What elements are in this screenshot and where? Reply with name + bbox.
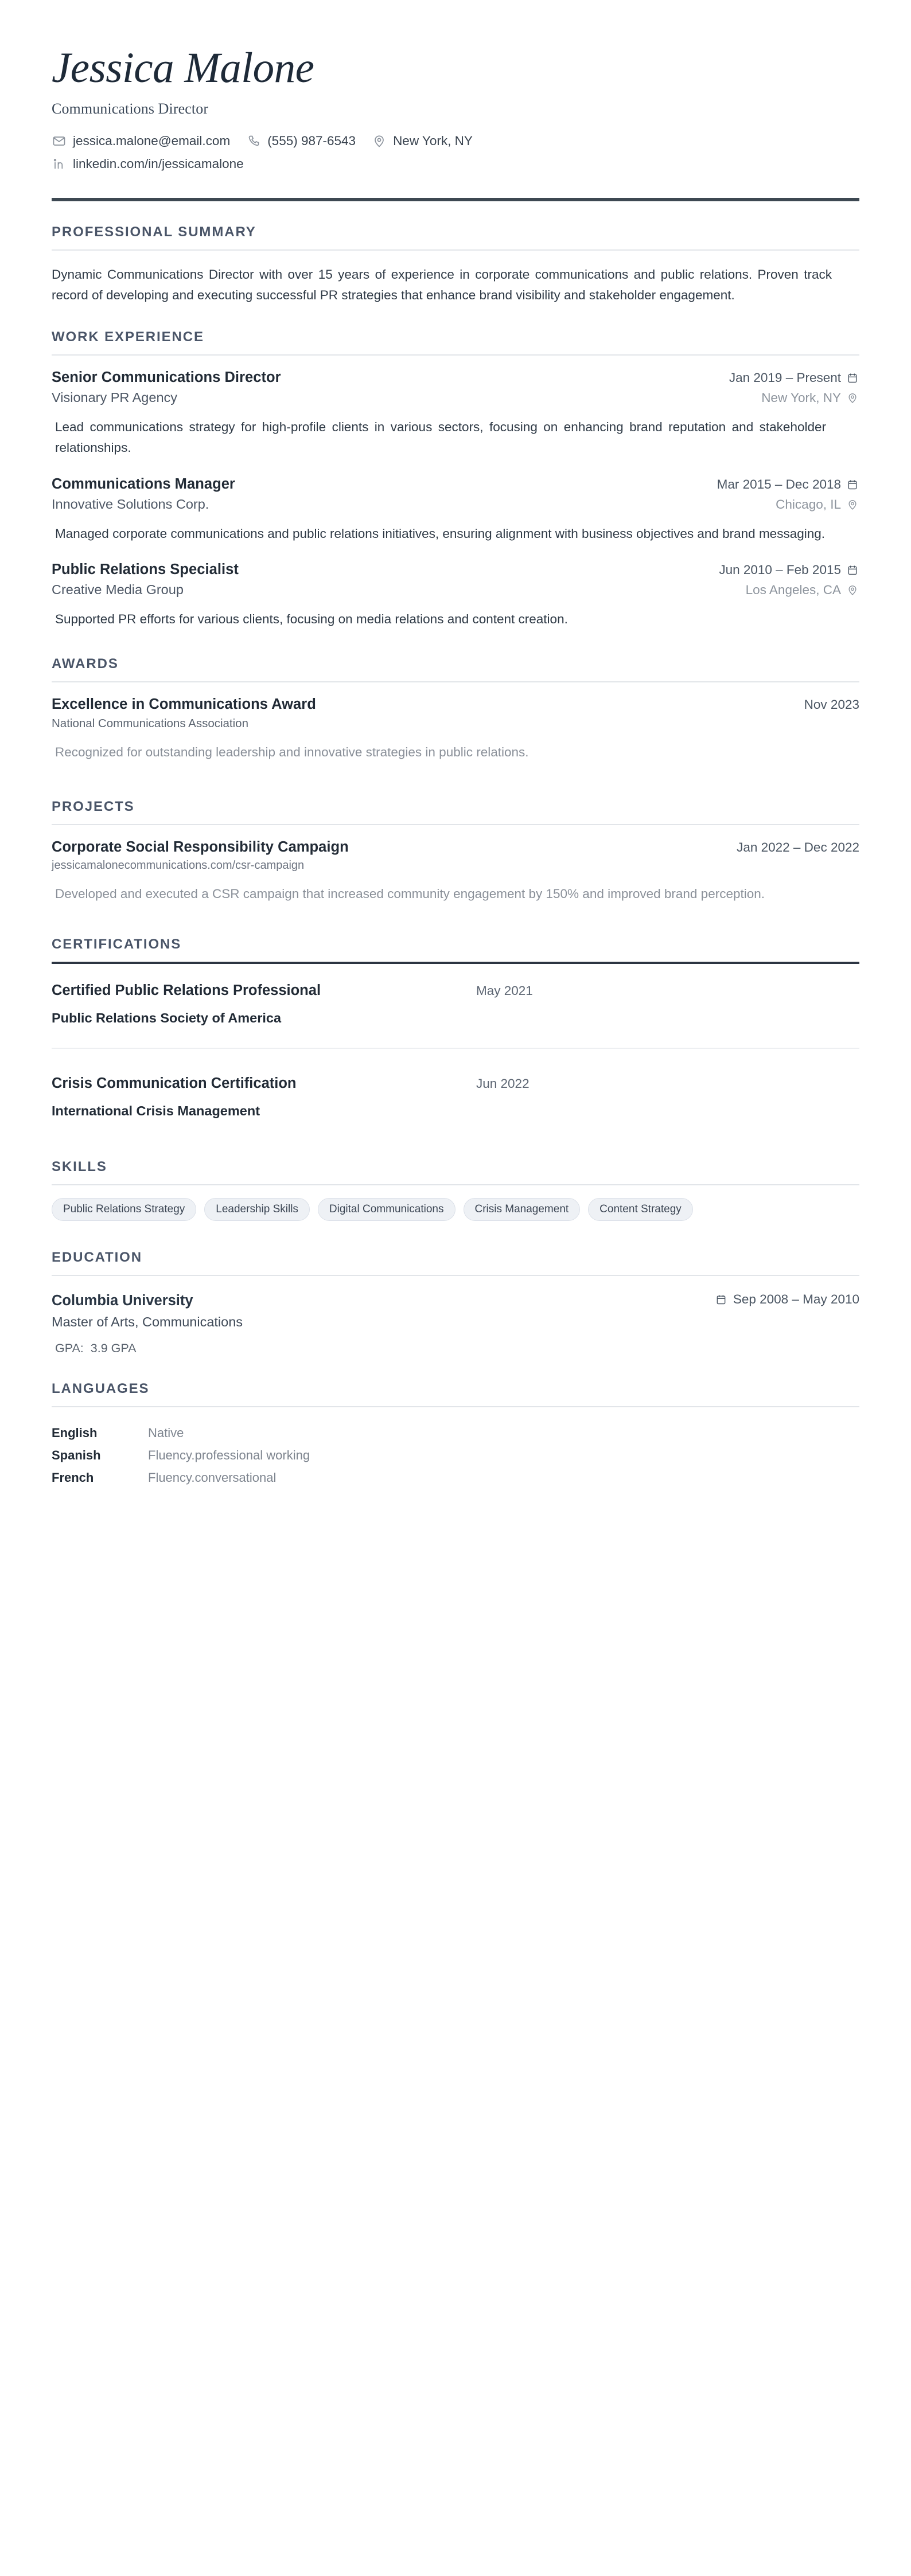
- language-level: Fluency.conversational: [148, 1470, 277, 1485]
- contact-email[interactable]: [52, 134, 230, 149]
- section-projects: [52, 799, 859, 904]
- contact-row-primary: [52, 134, 859, 149]
- contact-phone[interactable]: [246, 134, 356, 149]
- contact-phone-text: (555) 987-6543: [267, 133, 356, 148]
- work-role: Public Relations Specialist: [52, 561, 239, 577]
- header-divider: [52, 198, 859, 201]
- section-title-summary: PROFESSIONAL SUMMARY: [52, 224, 256, 240]
- education-dates: [715, 1292, 859, 1307]
- education-gpa: [52, 1341, 859, 1356]
- section-certifications: [52, 936, 859, 1123]
- work-dates: [717, 477, 859, 492]
- certification-date: Jun 2022: [476, 1076, 530, 1091]
- work-company: Visionary PR Agency: [52, 389, 178, 405]
- skill-pill: Public Relations Strategy: [52, 1198, 196, 1221]
- skill-pill: Leadership Skills: [204, 1198, 310, 1221]
- languages-list: [52, 1426, 859, 1485]
- phone-icon: [246, 134, 261, 149]
- language-row: [52, 1470, 859, 1485]
- section-professional-summary: [52, 224, 859, 306]
- resume-header: [52, 36, 859, 201]
- award-description: Recognized for outstanding leadership and innovative strategies in public relations.: [55, 745, 529, 760]
- work-location-text: Los Angeles, CA: [745, 582, 841, 597]
- section-work-experience: [52, 329, 859, 630]
- skill-pill: Content Strategy: [588, 1198, 693, 1221]
- education-gpa-label: GPA:: [55, 1341, 84, 1356]
- work-entry: [52, 476, 859, 544]
- contact-location-text: New York, NY: [393, 133, 473, 148]
- award-entry: [52, 696, 859, 763]
- work-description: Supported PR efforts for various clients, focusing on media relations and content creation.: [55, 611, 568, 626]
- section-title-projects: PROJECTS: [52, 798, 135, 814]
- section-awards: [52, 656, 859, 763]
- project-description: Developed and executed a CSR campaign that increased community engagement by 150% and improved brand perception.: [55, 886, 765, 901]
- work-company: Innovative Solutions Corp.: [52, 496, 209, 512]
- education-degree: Master of Arts, Communications: [52, 1314, 243, 1330]
- work-dates: [729, 370, 859, 385]
- education-school: Columbia University: [52, 1293, 193, 1309]
- language-row: [52, 1448, 859, 1463]
- certification-date: May 2021: [476, 983, 533, 998]
- certification-name: Certified Public Relations Professional: [52, 982, 321, 999]
- education-dates-text: Sep 2008 – May 2010: [733, 1292, 859, 1307]
- section-title-education: EDUCATION: [52, 1250, 142, 1266]
- section-skills: [52, 1159, 859, 1221]
- language-level: Native: [148, 1426, 184, 1441]
- certification-entry: [52, 974, 859, 1048]
- work-dates-text: Jun 2010 – Feb 2015: [719, 562, 841, 577]
- award-name: Excellence in Communications Award: [52, 696, 316, 713]
- work-location: [776, 497, 859, 512]
- project-entry: [52, 839, 859, 904]
- skill-pill: Crisis Management: [464, 1198, 581, 1221]
- work-dates-text: Jan 2019 – Present: [729, 370, 841, 385]
- project-dates: Jan 2022 – Dec 2022: [737, 840, 859, 854]
- summary-text: Dynamic Communications Director with over 15 years of experience in corporate communications and public relations. Proven track record of developing and executing successful PR strategies that enhance brand visibility and stakeholder engagement.: [52, 267, 832, 303]
- section-languages: [52, 1381, 859, 1485]
- work-location-text: New York, NY: [761, 390, 841, 405]
- education-gpa-value: 3.9 GPA: [90, 1341, 137, 1356]
- language-row: [52, 1426, 859, 1441]
- education-entry: [52, 1292, 859, 1356]
- calendar-icon: [715, 1293, 728, 1306]
- contact-row-secondary: [52, 157, 859, 171]
- contact-linkedin[interactable]: [52, 157, 244, 171]
- section-title-skills: SKILLS: [52, 1159, 107, 1175]
- certification-issuer: Public Relations Society of America: [52, 1010, 282, 1026]
- contact-linkedin-text: linkedin.com/in/jessicamalone: [73, 156, 244, 171]
- section-title-work: WORK EXPERIENCE: [52, 329, 204, 345]
- work-entry: [52, 561, 859, 630]
- certification-issuer: International Crisis Management: [52, 1103, 260, 1119]
- map-pin-icon: [372, 134, 387, 149]
- skills-list: [52, 1198, 859, 1221]
- work-location: [761, 391, 859, 405]
- language-name: English: [52, 1426, 98, 1441]
- work-description: Managed corporate communications and public relations initiatives, ensuring alignment with business objectives and brand messaging.: [55, 526, 826, 541]
- map-pin-icon: [847, 584, 859, 596]
- map-pin-icon: [847, 392, 859, 404]
- work-location-text: Chicago, IL: [776, 497, 841, 512]
- map-pin-icon: [847, 498, 859, 511]
- project-url[interactable]: jessicamalonecommunications.com/csr-campaign: [52, 858, 305, 872]
- project-name: Corporate Social Responsibility Campaign: [52, 838, 349, 855]
- candidate-name: Jessica Malone: [52, 44, 314, 92]
- linkedin-icon: [52, 157, 67, 171]
- award-date: Nov 2023: [804, 697, 859, 712]
- language-name: Spanish: [52, 1448, 101, 1463]
- work-entry: [52, 369, 859, 459]
- calendar-icon: [847, 478, 859, 491]
- calendar-icon: [847, 564, 859, 576]
- skill-pill: Digital Communications: [318, 1198, 456, 1221]
- work-company: Creative Media Group: [52, 581, 184, 597]
- language-level: Fluency.professional working: [148, 1448, 310, 1463]
- contact-email-text: jessica.malone@email.com: [73, 133, 231, 148]
- section-title-awards: AWARDS: [52, 656, 119, 672]
- work-dates-text: Mar 2015 – Dec 2018: [717, 477, 841, 491]
- section-education: [52, 1250, 859, 1356]
- calendar-icon: [847, 372, 859, 384]
- section-title-languages: LANGUAGES: [52, 1381, 150, 1397]
- certification-entry: [52, 1049, 859, 1123]
- certification-name: Crisis Communication Certification: [52, 1075, 297, 1092]
- contact-location: [372, 134, 473, 149]
- work-dates: [719, 563, 859, 577]
- work-location: [746, 583, 859, 598]
- candidate-job-title: Communications Director: [52, 100, 209, 117]
- language-name: French: [52, 1470, 94, 1485]
- section-title-certifications: CERTIFICATIONS: [52, 936, 182, 953]
- envelope-icon: [52, 134, 67, 149]
- work-role: Communications Manager: [52, 475, 235, 492]
- work-role: Senior Communications Director: [52, 369, 281, 385]
- work-description: Lead communications strategy for high-profile clients in various sectors, focusing on enhancing brand reputation and stakeholder relationships.: [55, 419, 826, 455]
- award-issuer: National Communications Association: [52, 717, 248, 731]
